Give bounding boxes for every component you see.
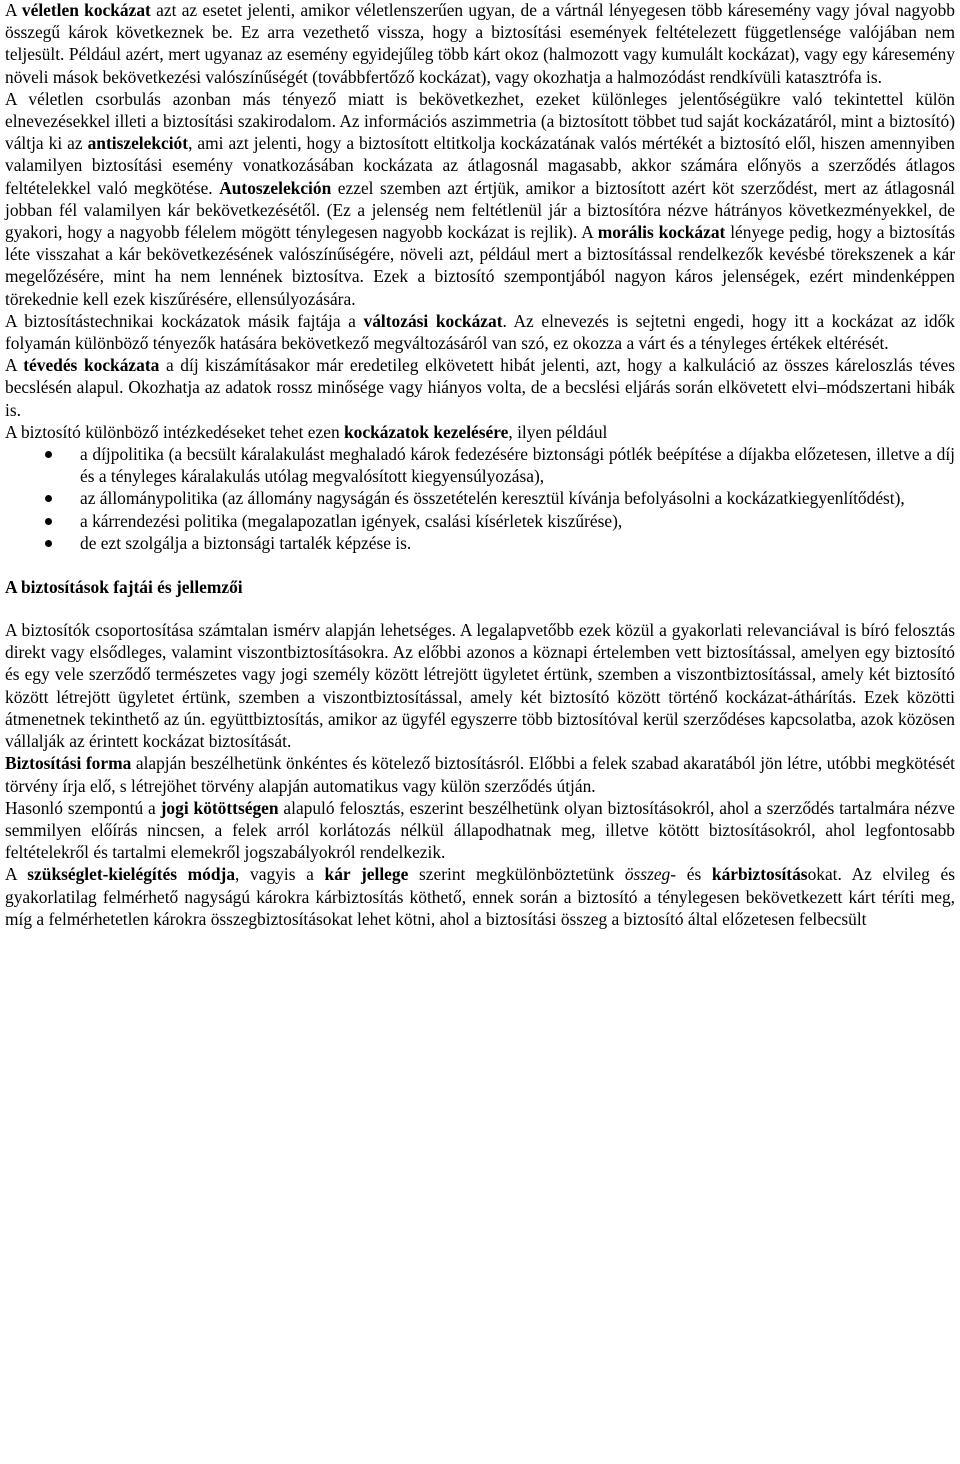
list-item: a díjpolitika (a becsült káralakulást meghaladó károk fedezésére biztonsági pótlék beépítése a díjakba előzetesen, illetve a díj és a tényleges káralakulás utólag megvalósított kiegyensúlyozása), xyxy=(5,443,955,487)
text-run: . Az elnevezés is sejtetni engedi, hogy itt a kockázat az idők folyamán különböző tényezők hatására bekövetkező megváltozásáról van szó, ez okozza a várt és a tényleges értékek eltérését. xyxy=(5,310,956,354)
text-run: , vagyis a xyxy=(235,864,325,885)
paragraph-insurance-form xyxy=(5,752,955,796)
emphasis-term: változási kockázat xyxy=(363,310,503,331)
paragraph-classification xyxy=(5,619,955,752)
text-run: alapuló felosztás, eszerint beszélhetünk olyan biztosításokról, ahol a szerződés tartalmára nézve semmilyen előírás nincsen, a felek arról korlátozás nélkül állapodhatnak meg, illetve kötött biztosításokról, ahol legfontosabb feltételekről és tartalmi elemekről jogszabályokról rendelkezik. xyxy=(5,797,955,863)
text-run: azt az esetet jelenti, amikor véletlenszerűen ugyan, de a vártnál lényegesen több káresemény vagy jóval nagyobb összegű károk következnek be. Ez arra vezethető vissza, hogy a biztosítási események feltételezett függetlensége valójában nem teljesült. Például azért, mert ugyanaz az esemény egyidejűleg több kárt okoz (halmozott vagy kumulált kockázat), vagy egy káresemény növeli mások bekövetkezési valószínűségét (továbbfertőző kockázat), vagy okozhatja a halmozódást rendkívüli katasztrófa is. xyxy=(5,0,956,87)
text-run: A biztosító különböző intézkedéseket tehet ezen xyxy=(5,421,345,442)
text-run: A xyxy=(5,864,28,885)
emphasis-term: Autoszelekción xyxy=(219,177,332,198)
emphasis-term: kárbiztosítás xyxy=(711,864,808,885)
paragraph-need-satisfaction xyxy=(5,863,955,930)
text-run: szerint megkülönböztetünk xyxy=(408,864,625,885)
text-run: alapján beszélhetünk önkéntes és kötelező biztosításról. Előbbi a felek szabad akaratából jön létre, utóbbi megkötését törvény írja elő, s létrejöhet törvény alapján automatikus vagy külön szerződés útján. xyxy=(5,753,955,796)
text-run: lényege pedig, hogy a biztosítás léte visszahat a kár bekövetkezésének valószínűségére, növeli azt, például mert a biztosítással rendelkezők kevésbé törekszenek a kár megelőzésére, mint ha nem lennének biztosítva. Ezek a biztosító szempontjából nagyon káros jelenségek, ezért mindenképpen törekednie kell ezek kiszűrésére, ellensúlyozására. xyxy=(5,222,955,309)
intro-section xyxy=(5,0,955,443)
text-run: A biztosítók csoportosítása számtalan ismérv alapján lehetséges. A legalapvetőbb ezek közül a gyakorlati relevanciával is bíró felosztás direkt vagy elsődleges, valamint viszontbiztosításokra. Az előbbi azonos a köznapi értelemben vett biztosítással, amelyen egy biztosító és egy vele szerződő természetes vagy jogi személy között létrejött ügyletet értünk, szemben a viszontbiztosítással, amely két biztosító között létrejött ügyletet értünk, szemben a viszontbiztosítással, amely két biztosító között történő kockázat-áthárítás. Ezek közötti átmenetnek tekinthető az ún. együttbiztosítás, amikor az ügyfél egyszerre több biztosítóval kerül szerződéses kapcsolatba, azok közösen vállalják az érintett kockázat biztosítását. xyxy=(5,620,955,752)
text-run: , ilyen például xyxy=(508,421,608,442)
paragraph-antiselection xyxy=(5,88,955,310)
types-section xyxy=(5,619,955,930)
emphasis-term: véletlen kockázat xyxy=(21,0,151,20)
text-run: A biztosítástechnikai kockázatok másik fajtája a xyxy=(5,310,364,331)
list-item: az állománypolitika (az állomány nagyságán és összetételén keresztül kívánja befolyásolni a kockázatkiegyenlítődést), xyxy=(5,487,955,509)
text-run: Hasonló szempontú a xyxy=(5,797,161,818)
paragraph-change-risk xyxy=(5,310,955,354)
list-item: de ezt szolgálja a biztonsági tartalék képzése is. xyxy=(5,532,955,554)
text-run: A xyxy=(5,0,22,20)
text-run: a díj kiszámításakor már eredetileg elkövetett hibát jelenti, azt, hogy a kalkuláció az összes káreloszlás téves becslésén alapul. Okozhatja az adatok rossz minősége vagy hiányos volta, de a becslési eljárás során elkövetett elvi–módszertani hibák is. xyxy=(5,355,955,420)
paragraph-error-risk xyxy=(5,354,955,421)
emphasis-term: kockázatok kezelésére xyxy=(344,421,509,442)
emphasis-term: morális kockázat xyxy=(597,222,726,243)
section-heading: A biztosítások fajtái és jellemzői xyxy=(5,577,243,598)
text-run: A véletlen csorbulás azonban más tényező miatt is bekövetkezhet, ezeket különleges jelentőségükre való tekintettel külön elnevezésekkel illeti a biztosítási szakirodalom. Az információs aszimmetria (a biztosított többet tud saját kockázatáról, mint a biztosító) váltja ki az xyxy=(5,88,955,154)
emphasis-term: tévedés kockázata xyxy=(23,355,160,376)
emphasis-term: szükséglet-kielégítés módja xyxy=(27,864,236,885)
paragraph-legal-binding xyxy=(5,797,955,864)
emphasis-term: jogi kötöttségen xyxy=(160,797,279,818)
italic-term: összeg- xyxy=(624,864,677,885)
text-run: ezzel szemben azt értjük, amikor a biztosított azért köt szerződést, mert az átlagosnál jobban fél valamilyen kár bekövetkezésétől. (Ez a jelenség nem feltétlenül jár a biztosítóra nézve hátrányos következményekkel, de gyakori, hogy a nagyobb félelem mögött ténylegesen nagyobb kockázat is rejlik). A xyxy=(5,177,956,243)
text-run: A xyxy=(5,355,24,376)
paragraph-random-risk xyxy=(5,0,955,88)
emphasis-term: kár jellege xyxy=(324,864,409,885)
list-item: a kárrendezési politika (megalapozatlan igények, csalási kísérletek kiszűrése), xyxy=(5,510,955,532)
text-run: okat. Az elvileg és gyakorlatilag felmérhető nagyságú károkra kárbiztosítás köthető, ennek során a biztosító a ténylegesen bekövetkezett kárt téríti meg, míg a felmérhetetlen károkra összegbiztosításokat lehet kötni, ahol a biztosítási összeg a biztosító által előzetesen felbecsült xyxy=(5,864,956,929)
paragraph-risk-management xyxy=(5,421,955,443)
text-run: és xyxy=(676,864,712,885)
emphasis-term: Biztosítási forma xyxy=(5,753,132,774)
emphasis-term: antiszelekciót xyxy=(87,133,189,154)
text-run: , ami azt jelenti, hogy a biztosított eltitkolja kockázatának valós mértékét a biztosító elől, hiszen amennyiben valamilyen biztosítási esemény vonatkozásában kockázata az átlagosnál magasabb, akkor számára előnyös a szerződés átlagos feltételekkel való megkötése. xyxy=(5,133,955,198)
risk-management-list xyxy=(5,443,955,554)
